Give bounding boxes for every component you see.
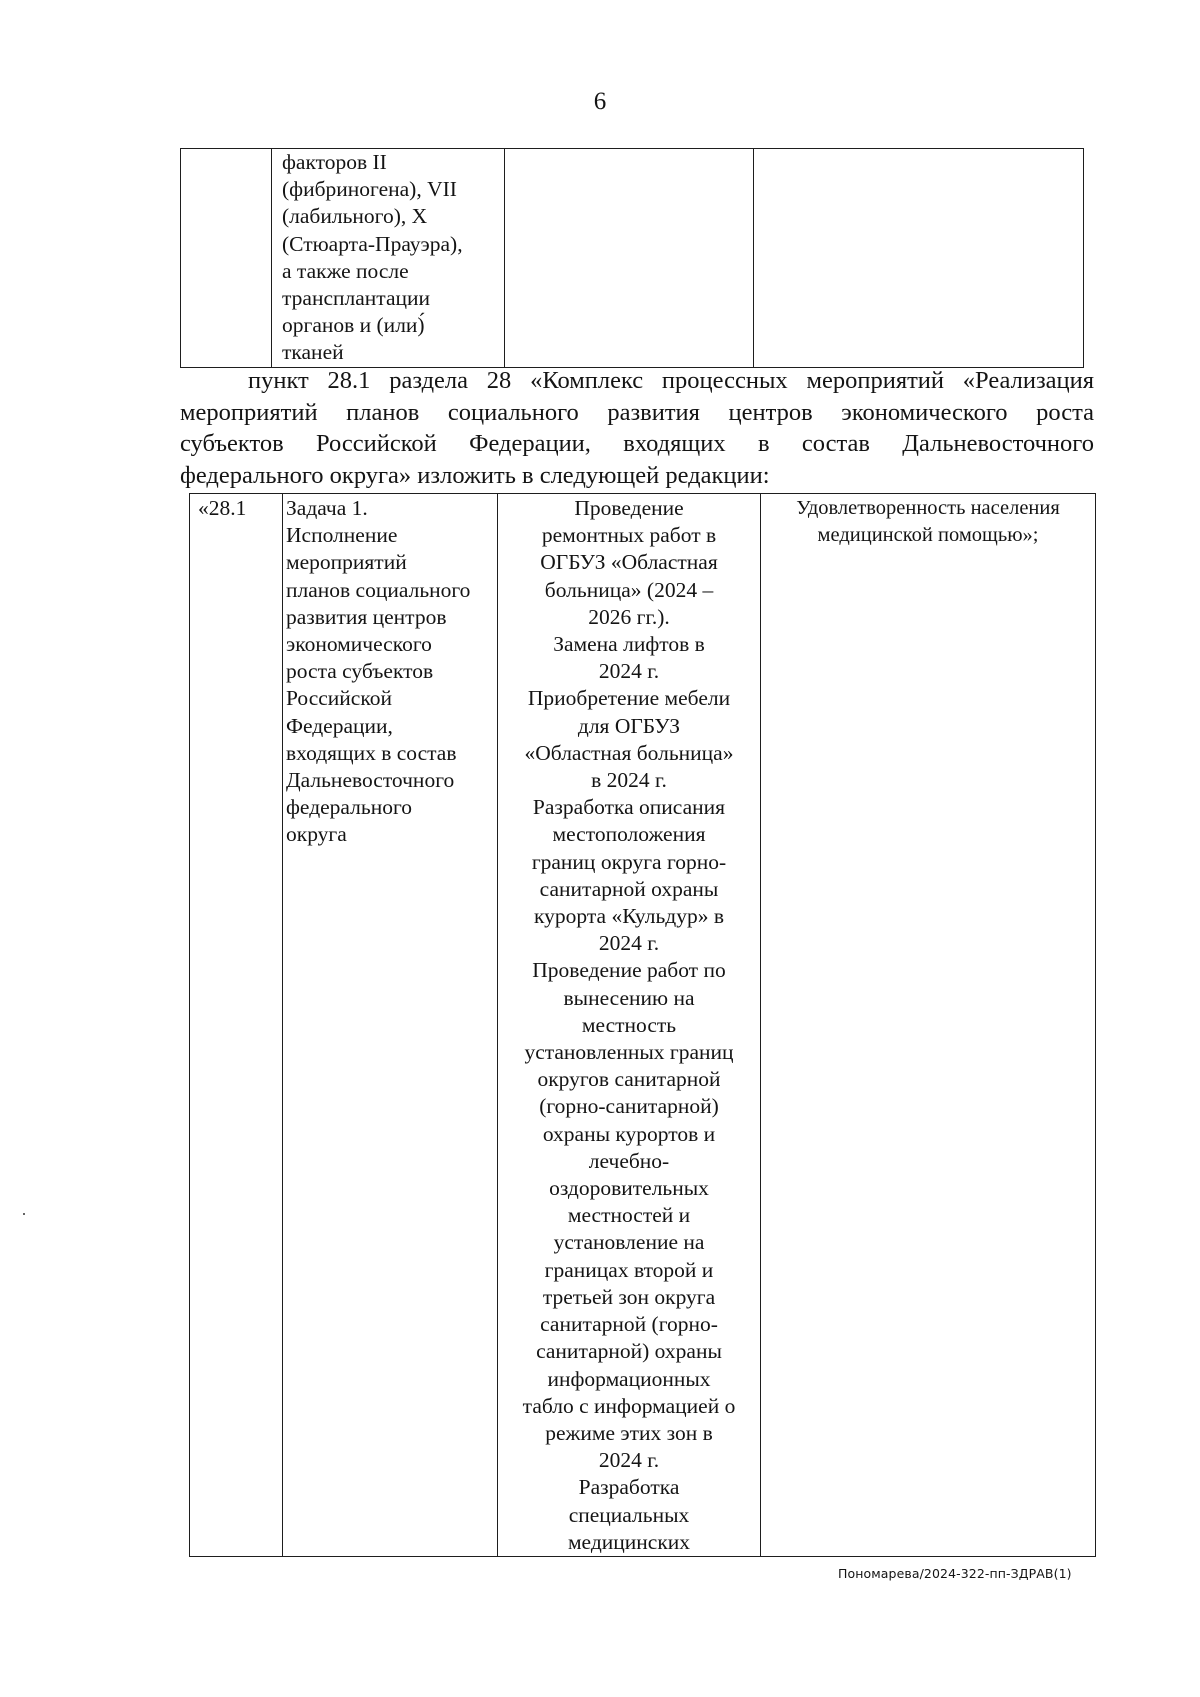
cell-line: (фибриногена), VII [282, 177, 457, 202]
cell-line: санитарной) охраны [536, 1339, 722, 1364]
paragraph-line: мероприятий планов социального развития центров экономического роста [180, 398, 1094, 426]
cell-line: Замена лифтов в [553, 632, 705, 657]
cell-line: федерального [286, 795, 412, 820]
paragraph-line: субъектов Российской Федерации, входящих в состав Дальневосточного [180, 430, 1094, 457]
cell-line: информационных [547, 1366, 711, 1391]
cell-line: курорта «Кульдур» в [534, 904, 724, 929]
cell-line: Дальневосточного [286, 768, 455, 793]
cell-line: округов санитарной [537, 1067, 721, 1092]
cell-line: установленных границ [524, 1040, 734, 1065]
scan-artifact [23, 1213, 25, 1215]
cell-line: местность [581, 1012, 677, 1037]
cell-line: а также после [282, 258, 409, 283]
cell-line: ремонтных работ в [541, 523, 717, 548]
cell-line: границ округа горно- [531, 849, 727, 874]
cell-line: Задача 1. [286, 496, 368, 520]
document-reference: Пономарева/2024-322-пп-ЗДРАВ(1) [838, 1566, 1072, 1581]
table-row [181, 149, 1084, 368]
cell-line: табло с информацией о [522, 1393, 736, 1418]
cell-line: медицинских [567, 1529, 691, 1554]
cell-line: Российской [286, 686, 392, 711]
cell-line: Исполнение [286, 523, 398, 548]
cell-line: местоположения [552, 822, 706, 847]
cell-line: вынесению на [563, 985, 695, 1010]
cell-line: границах второй и [544, 1257, 714, 1282]
cell-line: факторов II [282, 150, 387, 174]
paragraph-line: федерального округа» изложить в следующей редакции: [180, 461, 770, 489]
cell-line: мероприятий [286, 550, 407, 575]
cell-line: тканей [282, 340, 344, 365]
cell-line: 2024 г. [598, 1448, 660, 1473]
cell-line: медицинской помощью»; [817, 524, 1039, 547]
cell-line: Федерации, [286, 713, 393, 738]
table-cell-result [754, 149, 1084, 368]
cell-line: Разработка описания [532, 795, 726, 820]
table-cell-indicator [761, 494, 1096, 1557]
cell-line: охраны курортов и [542, 1121, 716, 1146]
cell-line: развития центров [286, 604, 447, 629]
table-cell-measures [498, 494, 761, 1557]
new-edition-table [189, 493, 1096, 1557]
table-cell-description [272, 149, 505, 368]
cell-line: установление на [553, 1230, 705, 1255]
table-cell-task [283, 494, 498, 1557]
table-cell-number: «28.1 [190, 494, 283, 1557]
cell-line: санитарной охраны [539, 876, 719, 901]
table-row [190, 494, 1096, 1557]
cell-line: округа [286, 822, 347, 847]
cell-line: «Областная больница» [524, 740, 734, 765]
cell-line: 2024 г. [598, 931, 660, 956]
cell-line: Разработка [578, 1475, 680, 1500]
cell-line: специальных [568, 1502, 690, 1527]
cell-line: третьей зон округа [542, 1284, 716, 1309]
body-paragraph [180, 365, 1094, 491]
cell-line: ОГБУЗ «Областная [540, 550, 718, 575]
cell-line: трансплантации [282, 286, 431, 311]
cell-line: Проведение [574, 496, 684, 520]
cell-line: санитарной (горно- [540, 1312, 718, 1337]
cell-line: (горно-санитарной) [539, 1094, 719, 1119]
cell-line: режиме этих зон в [545, 1420, 713, 1445]
paragraph-line: пункт 28.1 раздела 28 «Комплекс процессных мероприятий «Реализация [248, 367, 1094, 394]
cell-line: в 2024 г. [591, 768, 667, 793]
page-number: 6 [593, 88, 607, 115]
cell-line: 2024 г. [598, 659, 660, 684]
cell-line: планов социального [286, 577, 471, 602]
cell-line: экономического [286, 632, 432, 657]
cell-line: входящих в состав [286, 740, 457, 765]
cell-line: 2026 гг.). [588, 604, 670, 629]
table-cell-number [181, 149, 272, 368]
cell-line: Удовлетворенность населения [796, 497, 1060, 519]
table-cell-measures [505, 149, 754, 368]
cell-line: Приобретение мебели [527, 686, 731, 711]
cell-line: для ОГБУЗ [577, 713, 681, 738]
cell-line: местностей и [567, 1203, 691, 1228]
cell-line: Проведение работ по [532, 958, 726, 983]
continued-table [180, 148, 1084, 368]
cell-line: органов и (или)́ [282, 313, 425, 338]
cell-line: лечебно- [588, 1148, 670, 1173]
cell-line: (Стюарта-Прауэра), [282, 231, 463, 256]
cell-line: оздоровительных [549, 1176, 709, 1201]
cell-line: больница» (2024 – [544, 577, 714, 602]
cell-line: роста субъектов [286, 659, 434, 684]
cell-line: (лабильного), X [282, 204, 428, 229]
